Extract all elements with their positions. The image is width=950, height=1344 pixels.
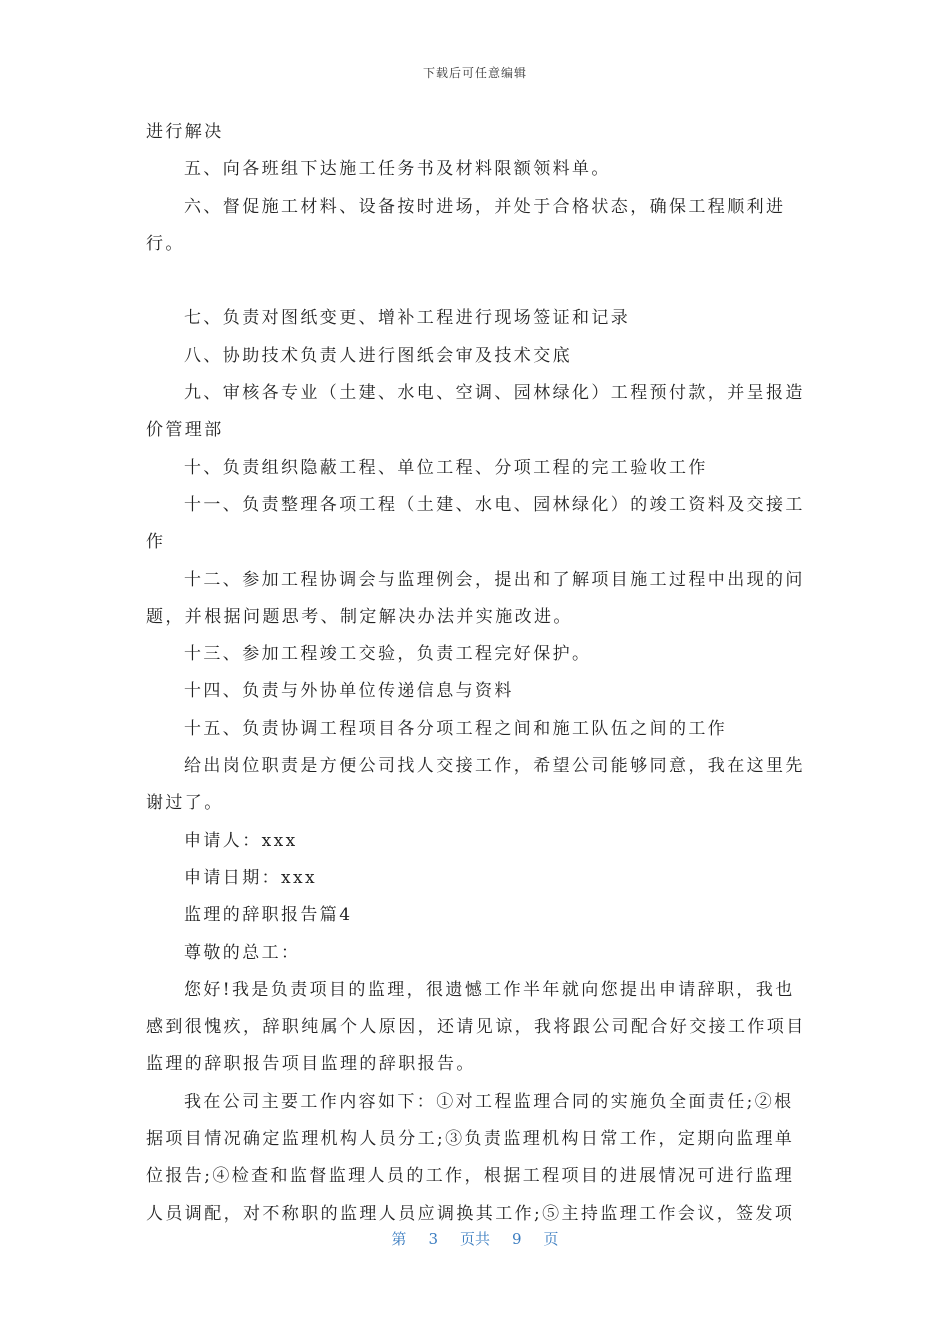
paragraph: 七、负责对图纸变更、增补工程进行现场签证和记录 bbox=[184, 308, 631, 329]
paragraph: 十四、负责与外协单位传递信息与资料 bbox=[184, 681, 514, 702]
paragraph: 尊敬的总工： bbox=[184, 942, 301, 963]
paragraph: 九、审核各专业（土建、水电、空调、园林绿化）工程预付款，并呈报造价管理部 bbox=[146, 383, 805, 441]
paragraph: 申请日期：xxx bbox=[184, 867, 317, 888]
paragraph: 六、督促施工材料、设备按时进场，并处于合格状态，确保工程顺利进行。 bbox=[146, 196, 786, 254]
paragraph: 十二、参加工程协调会与监理例会，提出和了解项目施工过程中出现的问题，并根据问题思考、制定解决办法并实施改进。 bbox=[146, 569, 805, 627]
paragraph: 十五、负责协调工程项目各分项工程之间和施工队伍之间的工作 bbox=[184, 718, 728, 739]
footer-middle: 页共 bbox=[459, 1230, 490, 1248]
paragraph: 我在公司主要工作内容如下：①对工程监理合同的实施负全面责任;②根据项目情况确定监理机构人员分工;③负责监理机构日常工作，定期向监理单位报告;④检查和监督监理人员的工作，根据工程项目的进展情况可进行监理人员调配，对不称职的监理人员应调换其工作;⑤主持监理工作会议，签发项 bbox=[146, 1091, 795, 1224]
paragraph: 十三、参加工程竣工交验，负责工程完好保护。 bbox=[184, 644, 592, 665]
paragraph: 十一、负责整理各项工程（土建、水电、园林绿化）的竣工资料及交接工作 bbox=[146, 494, 805, 553]
current-page-number: 3 bbox=[428, 1230, 438, 1248]
footer-suffix: 页 bbox=[543, 1230, 559, 1248]
paragraph: 八、协助技术负责人进行图纸会审及技术交底 bbox=[184, 345, 572, 366]
section-heading: 监理的辞职报告篇4 bbox=[184, 905, 353, 926]
footer-prefix: 第 bbox=[391, 1230, 407, 1248]
page-footer bbox=[0, 1228, 950, 1249]
paragraph: 申请人：xxx bbox=[184, 830, 298, 851]
paragraph: 进行解决 bbox=[146, 122, 224, 142]
document-body bbox=[146, 114, 808, 1233]
paragraph: 五、向各班组下达施工任务书及材料限额领料单。 bbox=[184, 159, 611, 180]
blank-line bbox=[146, 263, 808, 300]
paragraph: 给出岗位职责是方便公司找人交接工作，希望公司能够同意，我在这里先谢过了。 bbox=[146, 756, 805, 814]
total-page-count: 9 bbox=[512, 1230, 522, 1248]
page-header: 下载后可任意编辑 bbox=[422, 66, 527, 80]
paragraph: 您好!我是负责项目的监理，很遗憾工作半年就向您提出申请辞职，我也感到很愧疚，辞职纯属个人原因，还请见谅，我将跟公司配合好交接工作项目监理的辞职报告项目监理的辞职报告。 bbox=[146, 979, 806, 1075]
paragraph: 十、负责组织隐蔽工程、单位工程、分项工程的完工验收工作 bbox=[184, 457, 708, 478]
